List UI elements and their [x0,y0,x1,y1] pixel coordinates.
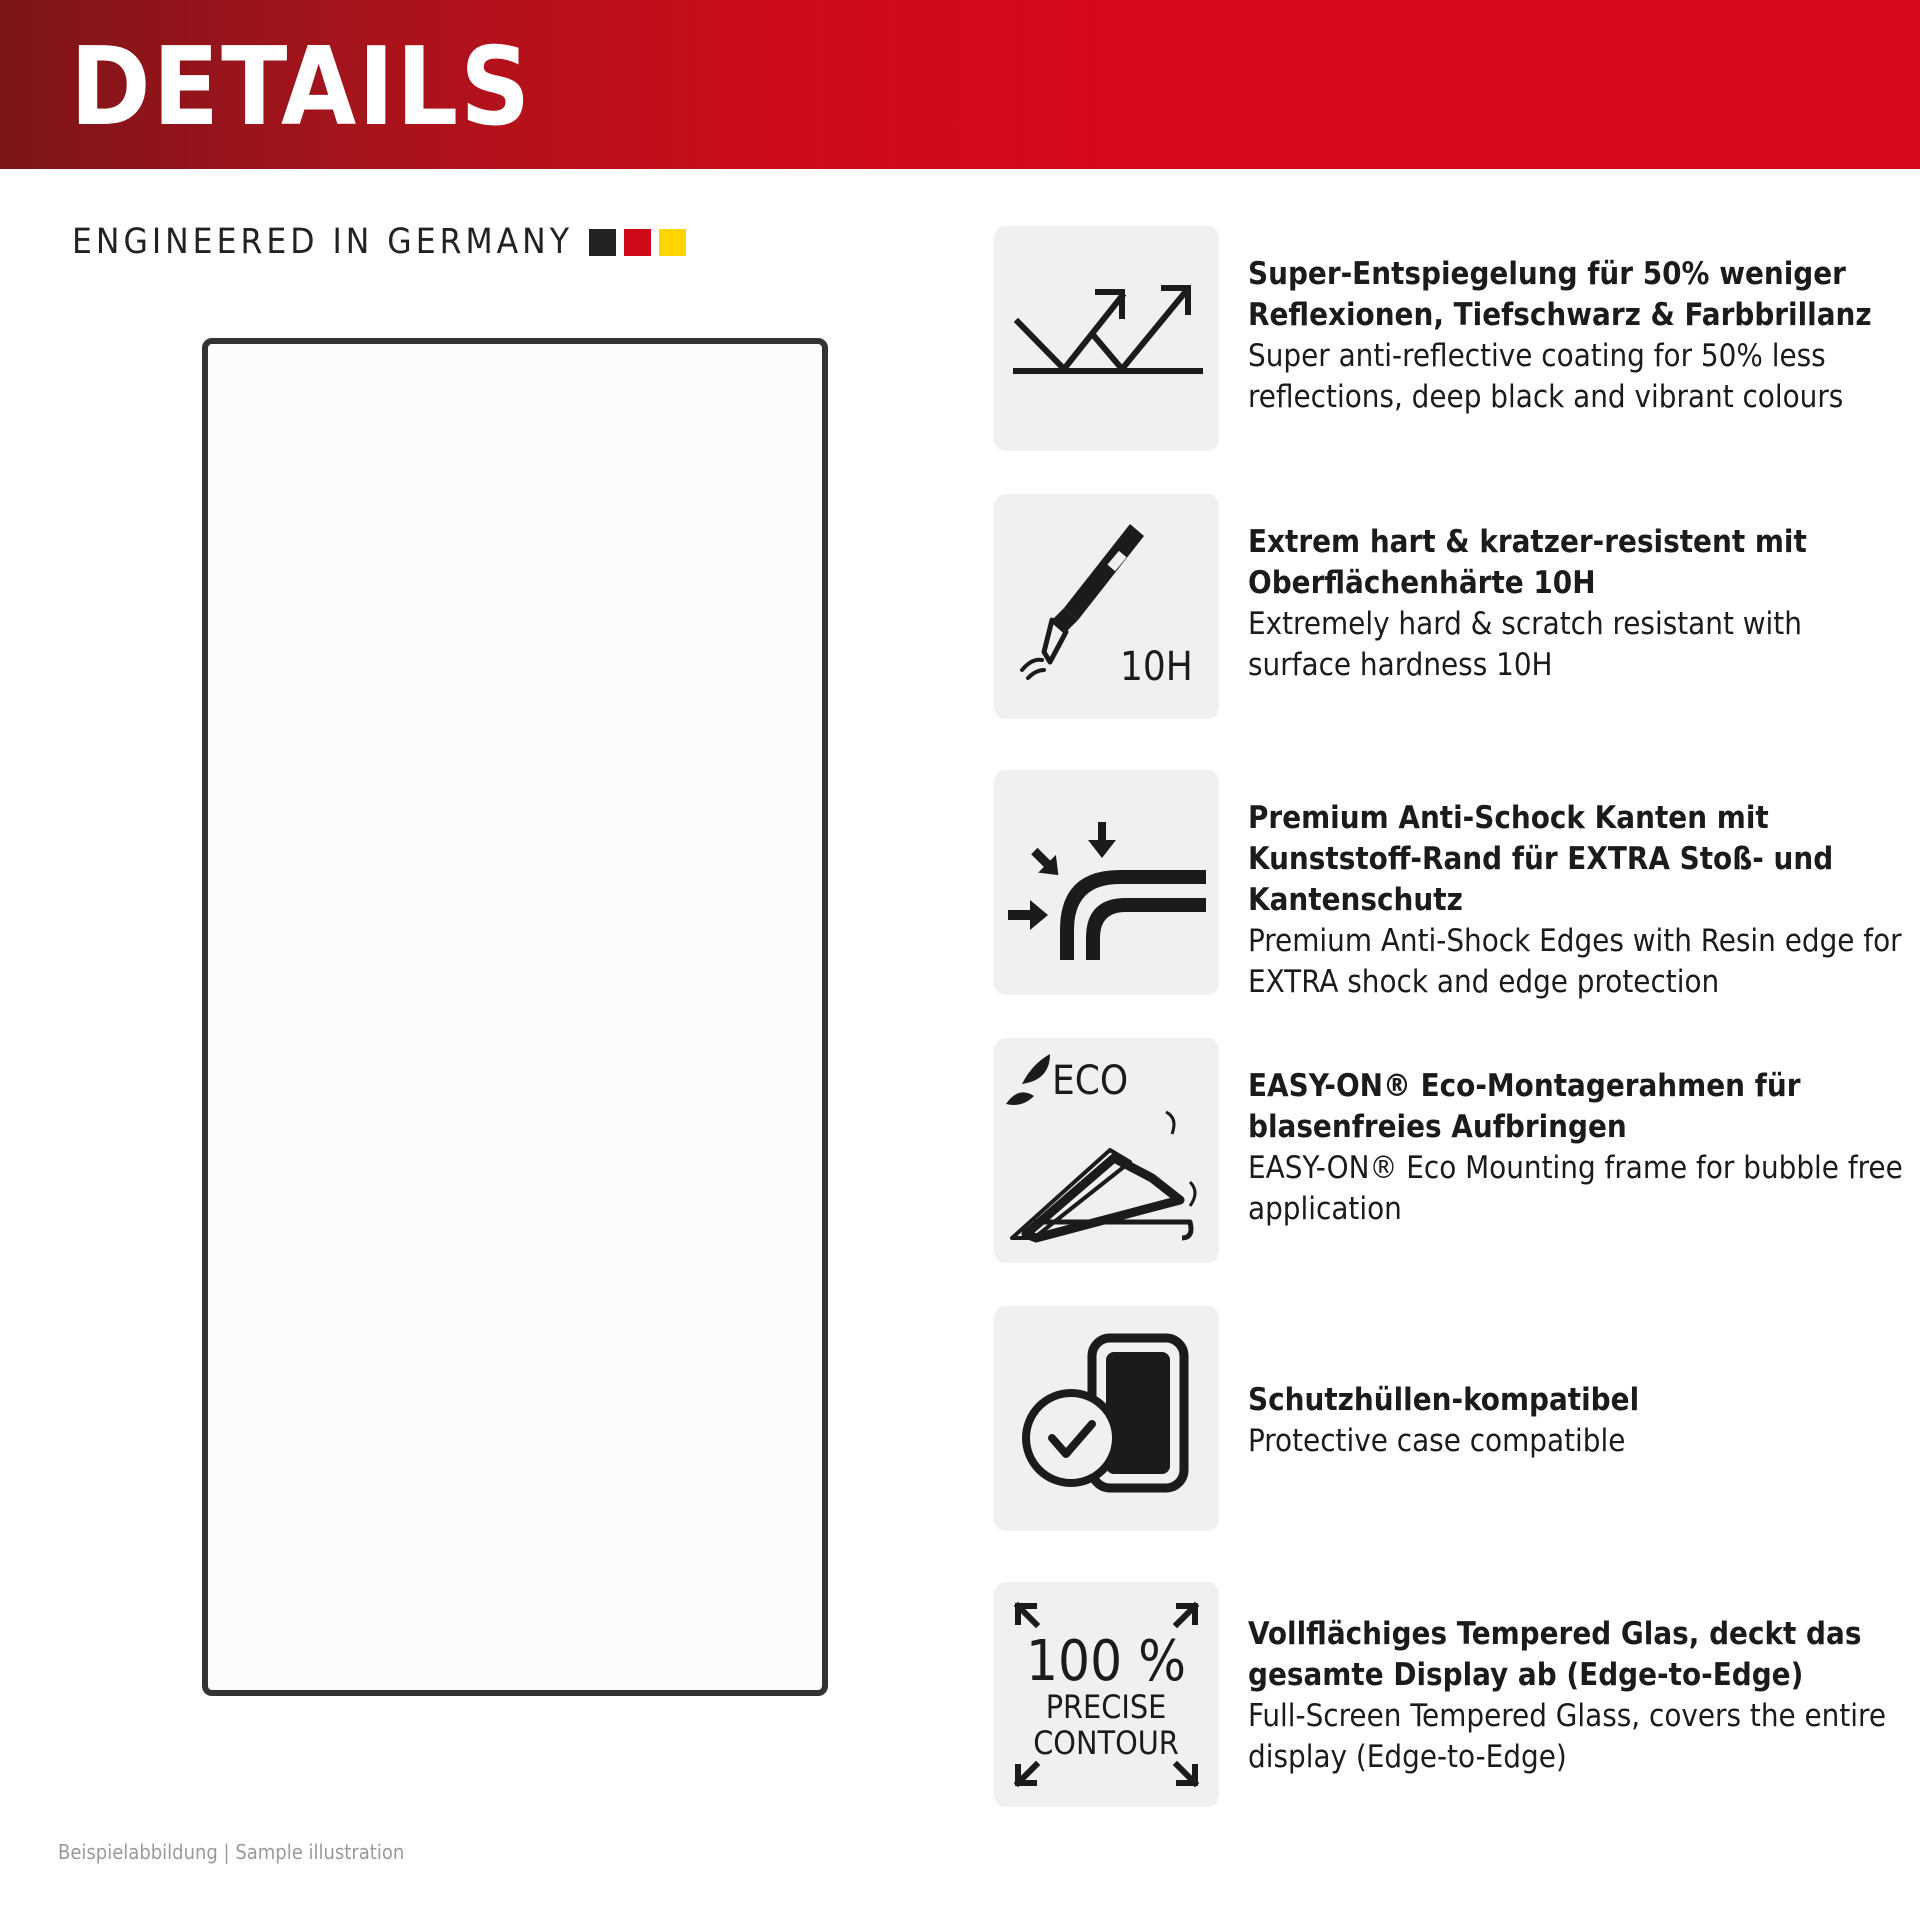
feature-title-4: EASY-ON® Eco-Montagerahmen für blasenfreies Aufbringen [1248,1068,1801,1145]
feature-icon-box-3 [994,770,1219,995]
feature-text-2 [1248,522,1908,686]
header-banner [0,0,1920,169]
feature-title-5: Schutzhüllen-kompatibel [1248,1382,1640,1418]
feature-desc-6: Full-Screen Tempered Glass, covers the entire display (Edge-to-Edge) [1248,1698,1886,1775]
feature-desc-4: EASY-ON® Eco Mounting frame for bubble free application [1248,1150,1903,1227]
feature-icon-box-2 [994,494,1219,719]
feature-desc-2: Extremely hard & scratch resistant with surface hardness 10H [1248,606,1802,683]
phone-outline-illustration [202,338,828,1696]
engineered-label: ENGINEERED IN GERMANY [72,222,573,262]
feature-icon-box-5 [994,1306,1219,1531]
engineered-badge [72,222,686,262]
feature-title-6: Vollflächiges Tempered Glas, deckt das gesamte Display ab (Edge-to-Edge) [1248,1616,1862,1693]
feature-text-3 [1248,798,1908,1003]
feature-title-1: Super-Entspiegelung für 50% weniger Reflexionen, Tiefschwarz & Farbbrillanz [1248,256,1872,333]
sample-illustration-note: Beispielabbildung | Sample illustration [58,1840,405,1864]
shock-edge-icon [994,770,1219,995]
feature-title-2: Extrem hart & kratzer-resistent mit Oberflächenhärte 10H [1248,524,1807,601]
feature-icon-box-6 [994,1582,1219,1807]
feature-desc-5: Protective case compatible [1248,1423,1626,1459]
flag-black-square [589,229,616,256]
case-compatible-check-icon [994,1306,1219,1531]
hardness-label: 10H [1120,644,1193,690]
feature-text-5 [1248,1380,1908,1462]
feature-text-6 [1248,1614,1908,1778]
feature-icon-box-4 [994,1038,1219,1263]
eco-label: ECO [1052,1058,1129,1104]
precise-contour-icon [994,1582,1219,1807]
precise-label: PRECISE [1045,1688,1167,1726]
feature-icon-box-1 [994,226,1219,451]
blade-scratch-icon [994,494,1219,719]
feature-desc-1: Super anti-reflective coating for 50% less reflections, deep black and vibrant colours [1248,338,1844,415]
feature-text-4 [1248,1066,1908,1230]
feature-title-3: Premium Anti-Schock Kanten mit Kunststoff-Rand für EXTRA Stoß- und Kantenschutz [1248,800,1834,918]
feature-desc-3: Premium Anti-Shock Edges with Resin edge for EXTRA shock and edge protection [1248,923,1902,1000]
page-title: DETAILS [70,25,533,150]
eco-mounting-frame-icon [994,1038,1219,1263]
contour-label: CONTOUR [1033,1724,1179,1762]
precise-percent-label: 100 % [1025,1629,1187,1694]
flag-red-square [624,229,651,256]
feature-text-1 [1248,254,1908,418]
anti-reflective-arrows-icon [994,226,1219,451]
flag-yellow-square [659,229,686,256]
